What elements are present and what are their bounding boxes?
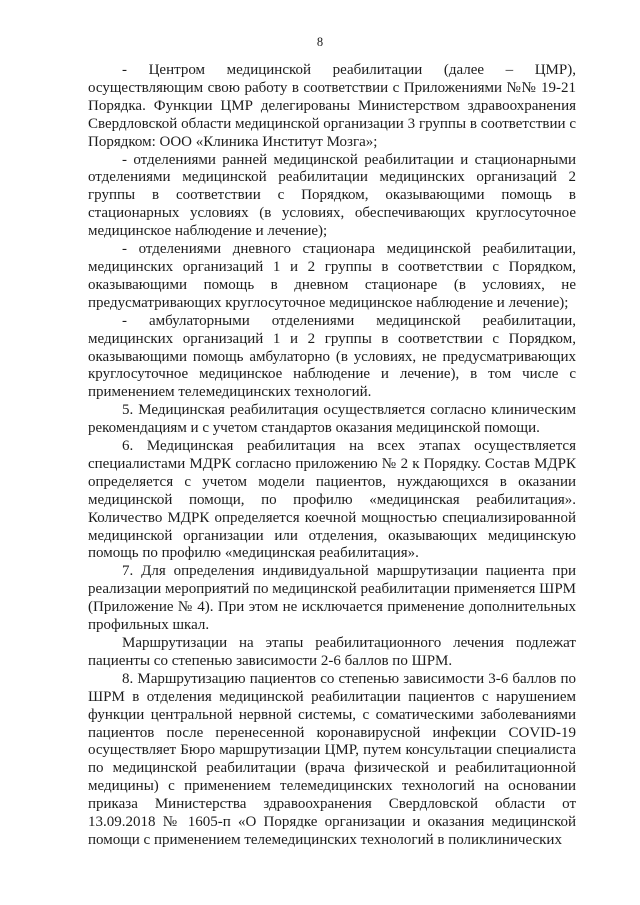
paragraph-routing-note: Маршрутизации на этапы реабилитационного лечения подлежат пациенты со степенью зависимости 2-6 баллов по ШРМ. xyxy=(88,635,576,669)
paragraph-day-hospital-departments: - отделениями дневного стационара медицинской реабилитации, медицинских организаций 1 и 2 группы в соответствии с Порядком, оказывающими помощь в дневном стационаре (в условиях, не предусматривающих круглосуточное медицинское наблюдение и лечение); xyxy=(88,241,576,311)
paragraph-item-6: 6. Медицинская реабилитация на всех этапах осуществляется специалистами МДРК согласно приложению № 2 к Порядку. Состав МДРК определяется с учетом модели пациентов, нуждающихся в оказании медицинской помощи, по профилю «медицинская реабилитация». Количество МДРК определяется коечной мощностью специализированной медицинской организации или отделения, оказывающих медицинскую помощь по профилю «медицинская реабилитация». xyxy=(88,438,576,562)
document-body xyxy=(88,62,576,850)
paragraph-outpatient-departments: - амбулаторными отделениями медицинской реабилитации, медицинских организаций 1 и 2 группы в соответствии с Порядком, оказывающими помощь амбулаторно (в условиях, не предусматривающих круглосуточное медицинское наблюдение и лечение), в том числе с применением телемедицинских технологий. xyxy=(88,312,576,401)
paragraph-cmr: - Центром медицинской реабилитации (далее – ЦМР), осуществляющим свою работу в соответствии с Приложениями №№ 19-21 Порядка. Функции ЦМР делегированы Министерством здравоохранения Свердловской области медицинской организации 3 группы в соответствии с Порядком: ООО «Клиника Институт Мозга»; xyxy=(88,62,576,150)
paragraph-item-7: 7. Для определения индивидуальной маршрутизации пациента при реализации мероприятий по медицинской реабилитации применяется ШРМ (Приложение № 4). При этом не исключается применение дополнительных профильных шкал. xyxy=(88,563,576,634)
page-number: 8 xyxy=(316,35,324,49)
paragraph-early-rehab-departments: - отделениями ранней медицинской реабилитации и стационарными отделениями медицинской реабилитации медицинских организаций 2 группы в соответствии с Порядком, оказывающими помощь в стационарных условиях (в условиях, обеспечивающих круглосуточное медицинское наблюдение и лечение); xyxy=(88,151,576,240)
paragraph-item-8: 8. Маршрутизацию пациентов со степенью зависимости 3-6 баллов по ШРМ в отделения медицинской реабилитации пациентов с нарушением функции центральной нервной системы, с соматическими заболеваниями пациентов после перенесенной коронавирусной инфекции COVID-19 осуществляет Бюро маршрутизации ЦМР, путем консультации специалиста по медицинской реабилитации (врача физической и реабилитационной медицины) с применением телемедицинских технологий на основании приказа Министерства здравоохранения Свердловской области от 13.09.2018 № 1605-п «О Порядке организации и оказания медицинской помощи с применением телемедицинских технологий в поликлинических xyxy=(88,670,576,848)
paragraph-item-5: 5. Медицинская реабилитация осуществляется согласно клиническим рекомендациям и с учетом стандартов оказания медицинской помощи. xyxy=(88,402,576,437)
